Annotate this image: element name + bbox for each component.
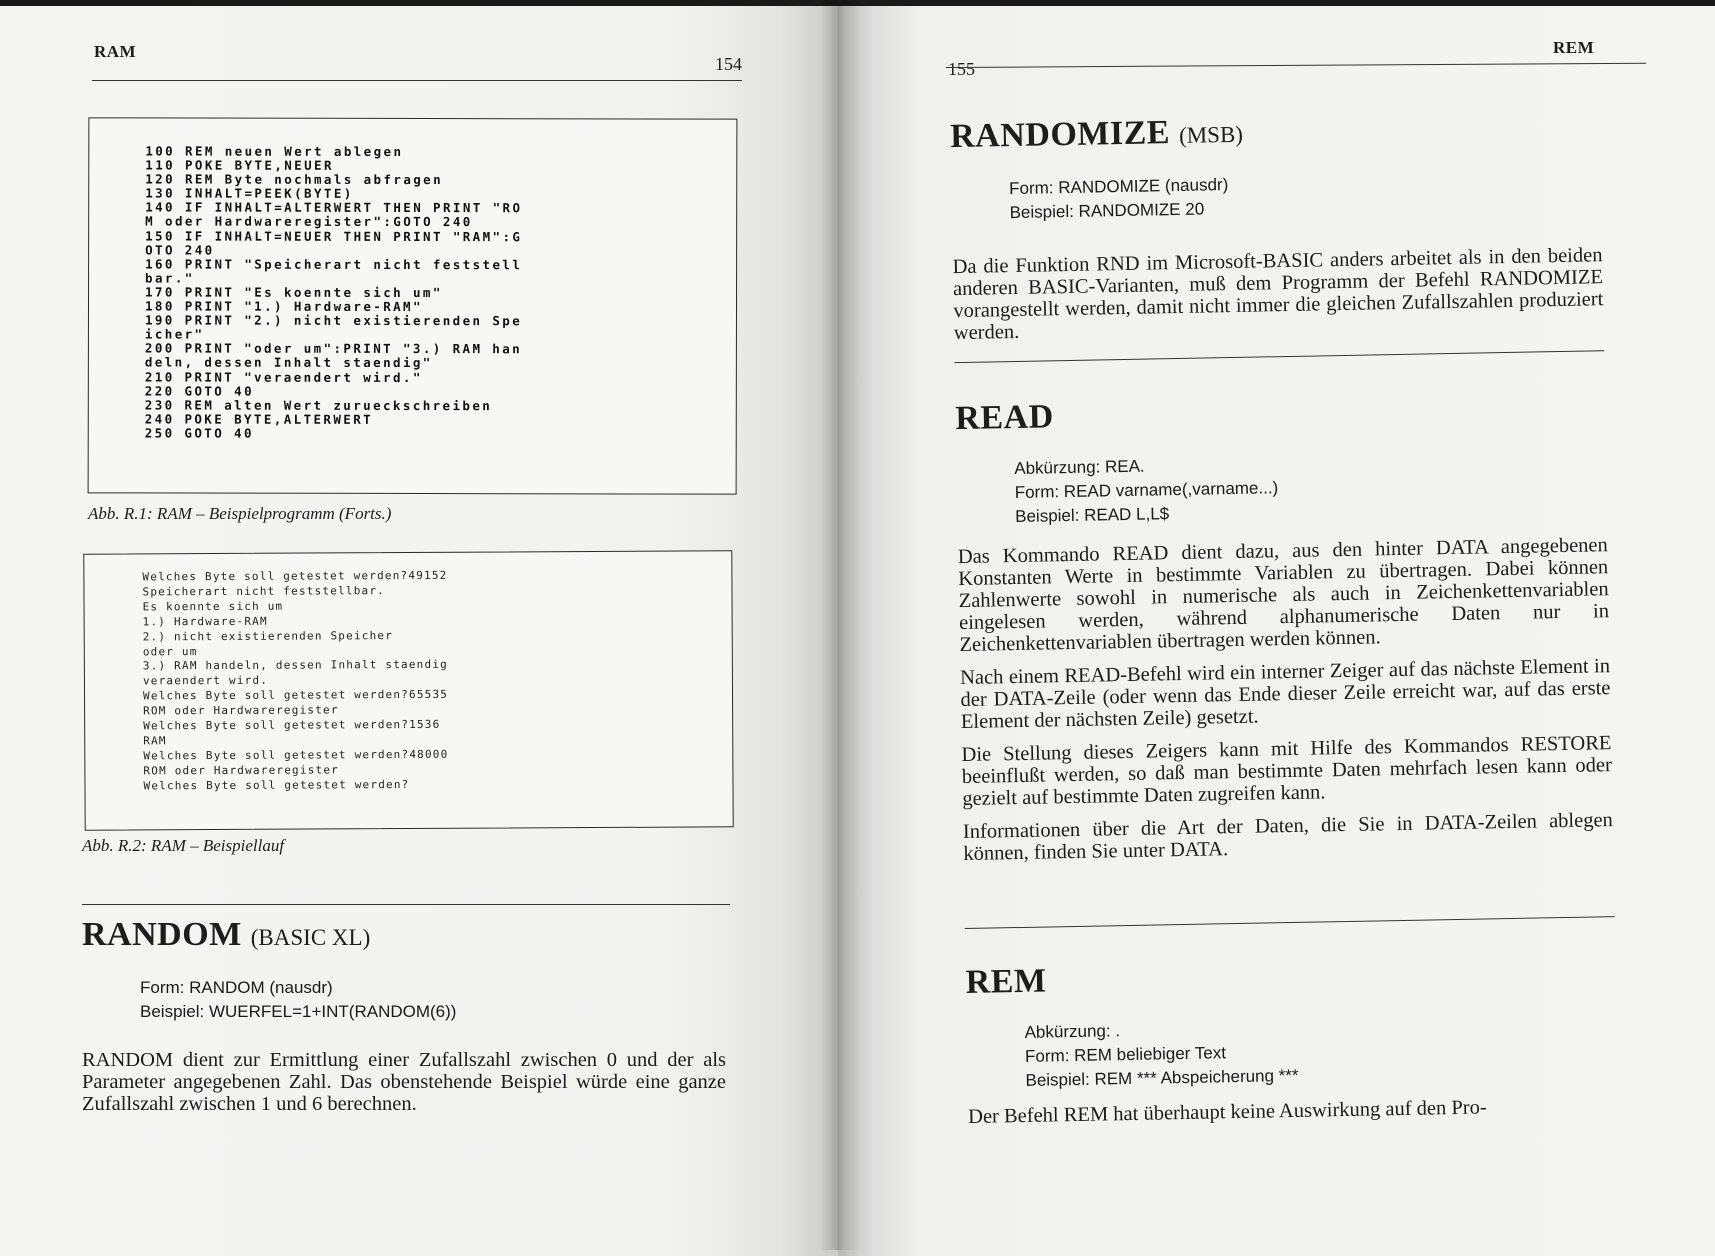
right-page xyxy=(838,6,1715,1256)
running-head-left: RAM xyxy=(94,42,137,61)
section-rule-read xyxy=(954,350,1604,363)
syntax-example-read: Beispiel: READ L,L$ xyxy=(1014,504,1170,527)
entry-title-rem: REM xyxy=(965,962,1047,1001)
code-line: icher" xyxy=(144,326,205,342)
code-line: M oder Hardwareregister":GOTO 240 xyxy=(145,213,473,230)
output-line: 1.) Hardware-RAM xyxy=(142,614,268,629)
syntax-abbreviation-rem: Abkürzung: . xyxy=(1024,1021,1121,1042)
code-line: 120 REM Byte nochmals abfragen xyxy=(145,171,444,188)
code-line: 230 REM alten Wert zurueckschreiben xyxy=(144,397,493,413)
output-line: Welches Byte soll getestet werden?65535 xyxy=(142,688,449,703)
sample-run-output xyxy=(84,551,732,794)
program-listing-box xyxy=(88,117,738,494)
output-line: oder um xyxy=(142,644,198,658)
syntax-example-random: Beispiel: WUERFEL=1+INT(RANDOM(6)) xyxy=(140,1002,457,1021)
sample-run-box xyxy=(83,550,733,830)
entry-title-random-name: RANDOM xyxy=(82,916,242,953)
header-rule-left xyxy=(92,80,742,81)
code-line: 200 PRINT "oder um":PRINT "3.) RAM han xyxy=(144,340,523,357)
output-line: RAM xyxy=(143,734,167,748)
section-rule-random xyxy=(82,904,730,905)
syntax-form-random: Form: RANDOM (nausdr) xyxy=(140,978,333,997)
output-line: 2.) nicht existierenden Speicher xyxy=(142,628,394,644)
read-paragraph: Die Stellung dieses Zeigers kann mit Hilfe des Kommandos RESTORE beeinflußt werden, so daß man bestimmte Daten mehrfach lesen kann oder gezielt auf bestimmte Daten zugreifen kann. xyxy=(961,732,1613,811)
read-description xyxy=(958,534,1614,865)
output-line: ROM oder Hardwareregister xyxy=(143,763,340,778)
syntax-block-read xyxy=(1014,452,1279,529)
syntax-form-randomize: Form: RANDOMIZE (nausdr) xyxy=(1008,175,1229,199)
syntax-form-rem: Form: REM beliebiger Text xyxy=(1024,1043,1227,1066)
syntax-block-randomize xyxy=(1009,173,1229,225)
read-paragraph: Informationen über die Art der Daten, die Sie in DATA-Zeilen ablegen können, finden Sie unter DATA. xyxy=(962,809,1614,866)
entry-title-randomize xyxy=(950,113,1243,156)
figure-caption-1: Abb. R.1: RAM – Beispielprogramm (Forts.) xyxy=(88,504,392,523)
code-line: 170 PRINT "Es koennte sich um" xyxy=(145,284,443,301)
left-page xyxy=(0,6,838,1256)
random-description: RANDOM dient zur Ermittlung einer Zufallszahl zwischen 0 und der als Parameter angegebenen Zahl. Das obenstehende Beispiel würde eine ganze Zufallszahl zwischen 1 und 6 berechnen. xyxy=(82,1049,726,1115)
figure-caption-2: Abb. R.2: RAM – Beispiellauf xyxy=(82,836,285,855)
entry-title-random xyxy=(82,916,370,954)
code-line: bar." xyxy=(145,270,195,286)
randomize-description: Da die Funktion RND im Microsoft-BASIC anders arbeitet als in den beiden anderen BASIC-Varianten, muß dem Programm der Befehl RANDOMIZE vorangestellt werden, damit nicht immer die gleichen Zufallszahlen produziert werden. xyxy=(952,244,1604,345)
syntax-block-random xyxy=(140,976,456,1024)
page-number-right: 155 xyxy=(948,59,975,79)
code-line: 190 PRINT "2.) nicht existierenden Spe xyxy=(144,312,523,329)
code-line: deln, dessen Inhalt staendig" xyxy=(144,354,433,371)
program-listing xyxy=(89,118,737,441)
output-line: Welches Byte soll getestet werden?49152 xyxy=(142,568,448,584)
syntax-block-rem xyxy=(1024,1016,1298,1093)
syntax-example-rem: Beispiel: REM *** Abspeicherung *** xyxy=(1025,1065,1299,1090)
entry-title-randomize-name: RANDOMIZE xyxy=(949,114,1171,156)
output-line: Welches Byte soll getestet werden?1536 xyxy=(143,717,441,733)
code-line: 110 POKE BYTE,NEUER xyxy=(145,157,334,173)
output-line: 3.) RAM handeln, dessen Inhalt staendig xyxy=(142,658,448,673)
output-line: veraendert wird. xyxy=(142,674,269,688)
code-line: 210 PRINT "veraendert wird." xyxy=(144,368,423,385)
syntax-example-randomize: Beispiel: RANDOMIZE 20 xyxy=(1009,199,1205,223)
code-line: 220 GOTO 40 xyxy=(144,383,255,399)
code-line: 140 IF INHALT=ALTERWERT THEN PRINT "RO xyxy=(145,199,523,216)
syntax-abbreviation-read: Abkürzung: REA. xyxy=(1014,456,1145,479)
code-line: 250 GOTO 40 xyxy=(144,425,254,441)
entry-title-random-subtitle: (BASIC XL) xyxy=(250,925,371,950)
output-line: Welches Byte soll getestet werden?48000 xyxy=(143,747,449,763)
code-line: 180 PRINT "1.) Hardware-RAM" xyxy=(144,298,423,315)
entry-title-read: READ xyxy=(955,398,1055,438)
output-line: Welches Byte soll getestet werden? xyxy=(143,777,410,793)
read-paragraph: Das Kommando READ dient dazu, aus den hinter DATA angegebenen Konstanten Werte in bestimmte Variablen zu übertragen. Dabei können Zahlenwerte sowohl in numerische als auch in Zeichenkettenvariablen eingelesen werden, während alphanumerische Daten nur in Zeichenkettenvariablen übertragen werden können. xyxy=(957,534,1610,657)
section-rule-rem xyxy=(965,916,1615,929)
code-line: 100 REM neuen Wert ablegen xyxy=(145,143,404,159)
running-head-right: REM xyxy=(1553,38,1595,57)
entry-title-randomize-subtitle: (MSB) xyxy=(1178,121,1244,148)
code-line: 150 IF INHALT=NEUER THEN PRINT "RAM":G xyxy=(145,228,523,244)
read-paragraph: Nach einem READ-Befehl wird ein interner Zeiger auf das nächste Element in der DATA-Zeile (oder wenn das Ende dieser Zeile erreicht war, auf das erste Element der nächsten Zeile) gesetzt. xyxy=(959,655,1611,734)
code-line: 160 PRINT "Speicherart nicht feststell xyxy=(145,256,523,272)
code-line: 240 POKE BYTE,ALTERWERT xyxy=(144,411,374,427)
code-line: OTO 240 xyxy=(145,242,215,258)
output-line: ROM oder Hardwareregister xyxy=(143,703,339,718)
output-line: Speicherart nicht feststellbar. xyxy=(142,584,386,599)
rem-description: Der Befehl REM hat überhaupt keine Auswirkung auf den Pro- xyxy=(967,1096,1487,1128)
page-number-left: 154 xyxy=(715,54,742,74)
book-gutter xyxy=(820,0,860,1250)
syntax-form-read: Form: READ varname(,varname...) xyxy=(1014,478,1279,503)
output-line: Es koennte sich um xyxy=(142,599,284,614)
code-line: 130 INHALT=PEEK(BYTE) xyxy=(145,185,354,202)
right-page-content xyxy=(838,6,1715,1256)
